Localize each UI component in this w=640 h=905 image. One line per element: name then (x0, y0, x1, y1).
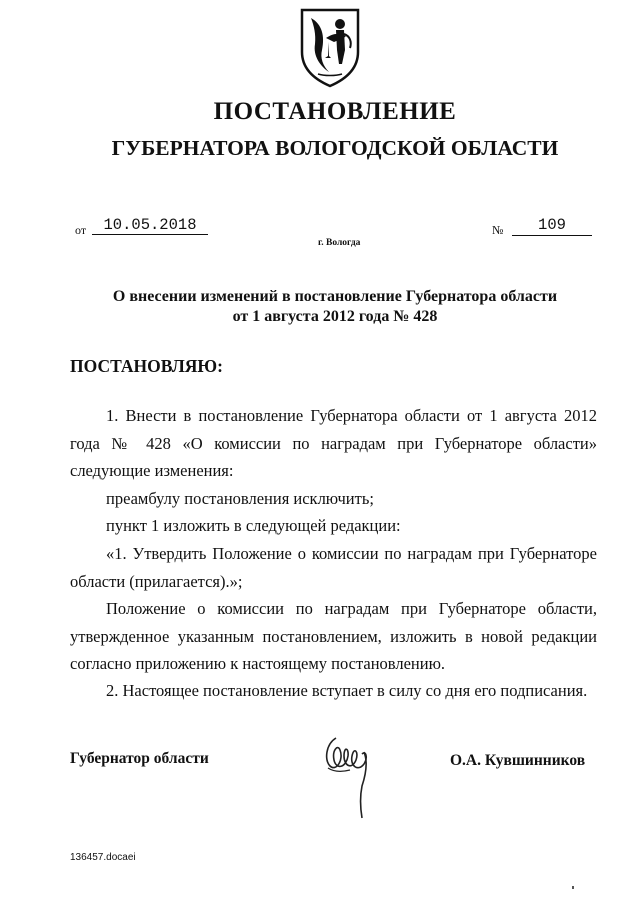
date-label: от (75, 223, 87, 237)
number-label: № (492, 223, 504, 237)
decree-word: ПОСТАНОВЛЯЮ: (70, 356, 223, 376)
signatory-name: О.А. Кувшинников (450, 752, 586, 769)
scan-speck (572, 886, 574, 889)
document-subject (0, 287, 640, 327)
document-issuer: ГУБЕРНАТОРА ВОЛОГОДСКОЙ ОБЛАСТИ (111, 136, 559, 160)
signatory-position: Губернатор области (70, 750, 209, 767)
document-city: г. Вологда (318, 238, 361, 248)
paragraph-1: 1. Внести в постановление Губернатора области от 1 августа 2012 года № 428 «О комиссии по наградам при Губернаторе области» следующие изменения: (70, 406, 597, 480)
paragraph-2: преамбулу постановления исключить; (106, 489, 374, 508)
paragraph-3: пункт 1 изложить в следующей редакции: (106, 516, 401, 535)
subject-line-1: О внесении изменений в постановление Губернатора области (112, 288, 558, 305)
paragraph-5: Положение о комиссии по наградам при Губернаторе области, утвержденное указанным постановлением, изложить в новой редакции согласно приложению к настоящему постановлению. (70, 599, 597, 673)
document-title: ПОСТАНОВЛЕНИЕ (213, 98, 457, 125)
handwritten-signature (322, 730, 378, 822)
document-number: 109 (512, 216, 592, 236)
document-date: 10.05.2018 (92, 216, 208, 235)
paragraph-6: 2. Настоящее постановление вступает в силу со дня его подписания. (106, 681, 588, 700)
paragraph-4: «1. Утвердить Положение о комиссии по наградам при Губернаторе области (прилагается).»; (70, 544, 597, 591)
subject-line-2: от 1 августа 2012 года № 428 (232, 308, 438, 325)
coat-of-arms-icon (298, 6, 362, 88)
footer-filename: 136457.docaei (70, 852, 136, 863)
